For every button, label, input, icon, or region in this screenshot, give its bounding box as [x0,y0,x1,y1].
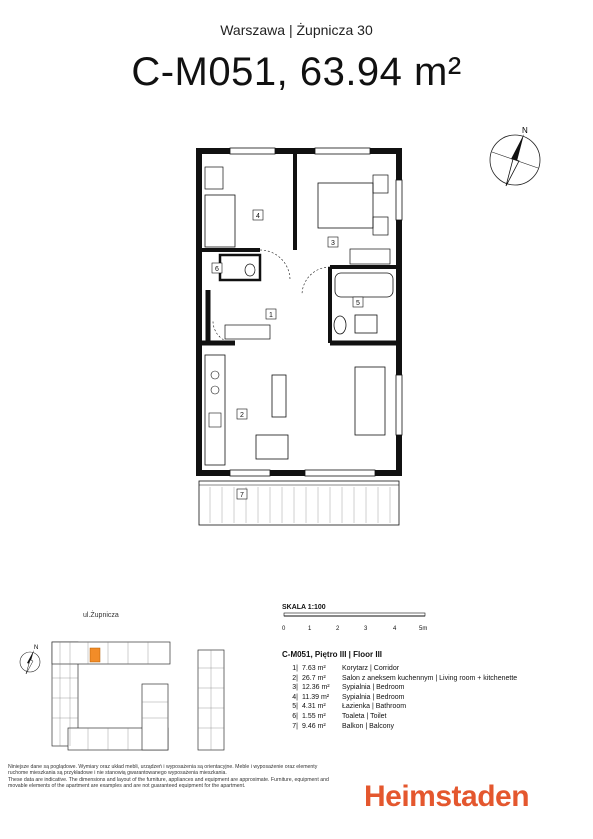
room-no: 3| [292,684,298,692]
door-swing [213,321,235,343]
room-number: 7 [240,492,244,499]
bed [318,183,373,228]
door-swing [302,267,330,295]
room-area: 1.55 m² [302,712,326,720]
scale-tick: 0 [282,626,286,632]
compass-north-arrow [484,126,546,188]
wardrobe [350,249,390,264]
room-no: 1| [292,665,298,672]
highlighted-unit [90,648,100,662]
scale-tick: 1 [308,626,312,632]
site-north-arrow [20,645,40,674]
disclaimer-pl: Niniejsze dane są poglądowe. Wymiary oraz układ mebli, urządzeń i wyposażenia są orientacyjne. Meble i wyposażenie oraz elementy ruchome mieszkania są przykładowe i nie stanowią gwarantowanego wyposażenia mieszkania. [8,764,318,777]
room-row [282,683,517,693]
scale-tick: 5m [419,626,428,632]
building-wing [142,684,168,750]
toilet-bowl [245,264,255,276]
building-wing [52,642,170,664]
floor-plan [190,145,410,530]
room-no: 2| [292,674,298,682]
balcony [199,481,399,525]
window [315,148,370,154]
sink [355,315,377,333]
bed [205,195,235,247]
room-area: 11.39 m² [302,693,330,701]
toilet-bowl [334,316,346,334]
scale-tick: 2 [336,626,340,632]
room-area: 26.7 m² [302,674,326,682]
room-name: Salon z aneksem kuchennym | Living room + kitchenette [342,674,518,682]
room-name: Sypialnia | Bedroom [342,693,405,701]
room-area: 12.36 m² [302,684,330,692]
kitchen-counter [205,355,225,465]
door-swing [260,250,290,280]
room-number: 6 [215,266,219,273]
compass-needle-south [506,159,519,186]
legend-title: C-M051, Piętro III | Floor III [282,650,383,659]
room-row [282,712,517,722]
disclaimer-en: These data are indicative. The dimensions and layout of the furniture, appliances and equipment are approximate. Furniture, equipment and movable elements of the apartment are examples and are not guaranteed equipment for the apartment. [8,776,329,790]
room-area: 7.63 m² [302,665,326,672]
hob [211,371,219,379]
room-number: 2 [240,412,244,419]
window [396,375,402,435]
room-list [282,664,517,731]
site-plan [8,638,268,760]
room-row [282,722,517,732]
window [305,470,375,476]
scale-tick: 4 [393,626,397,632]
window [230,470,270,476]
room-no: 4| [292,693,298,701]
unit-title: C-M051, 63.94 m² [131,50,462,94]
room-name: Łazienka | Bathroom [342,703,407,711]
hob [211,386,219,394]
bathtub [335,273,393,297]
room-number: 3 [331,240,335,247]
kitchen-sink [209,413,221,427]
compass-needle-north [511,134,524,161]
room-row [282,664,517,674]
north-label: N [522,126,528,135]
room-name: Korytarz | Corridor [342,665,400,672]
room-name: Toaleta | Toilet [342,712,387,720]
wardrobe [225,325,270,339]
nightstand [373,175,388,193]
room-name: Balkon | Balcony [342,722,395,730]
room-row [282,702,517,712]
outer-wall [199,151,399,473]
brand-logo: Heimstaden [364,780,530,813]
room-number: 1 [269,312,273,319]
room-number: 4 [256,213,260,220]
toilet-walls [220,255,260,280]
dining-table [256,435,288,459]
disclaimer [8,764,338,790]
scale-title: SKALA 1:100 [282,604,326,611]
sofa [355,367,385,435]
room-row [282,693,517,703]
site-north-label: N [34,645,39,651]
room-area: 9.46 m² [302,722,326,730]
nightstand [373,217,388,235]
room-no: 7| [292,722,298,730]
room-number: 5 [356,300,360,307]
scale-tick: 3 [364,626,368,632]
room-no: 6| [292,712,298,720]
room-name: Sypialnia | Bedroom [342,684,405,692]
room-row [282,674,517,684]
room-no: 5| [292,703,298,711]
address-subtitle: Warszawa | Żupnicza 30 [220,22,373,38]
room-area: 4.31 m² [302,703,326,711]
kitchen-island [272,375,286,417]
window [230,148,275,154]
nightstand [205,167,223,189]
street-label: ul.Żupnicza [83,612,119,619]
scale-bar [280,612,440,638]
window [396,180,402,220]
